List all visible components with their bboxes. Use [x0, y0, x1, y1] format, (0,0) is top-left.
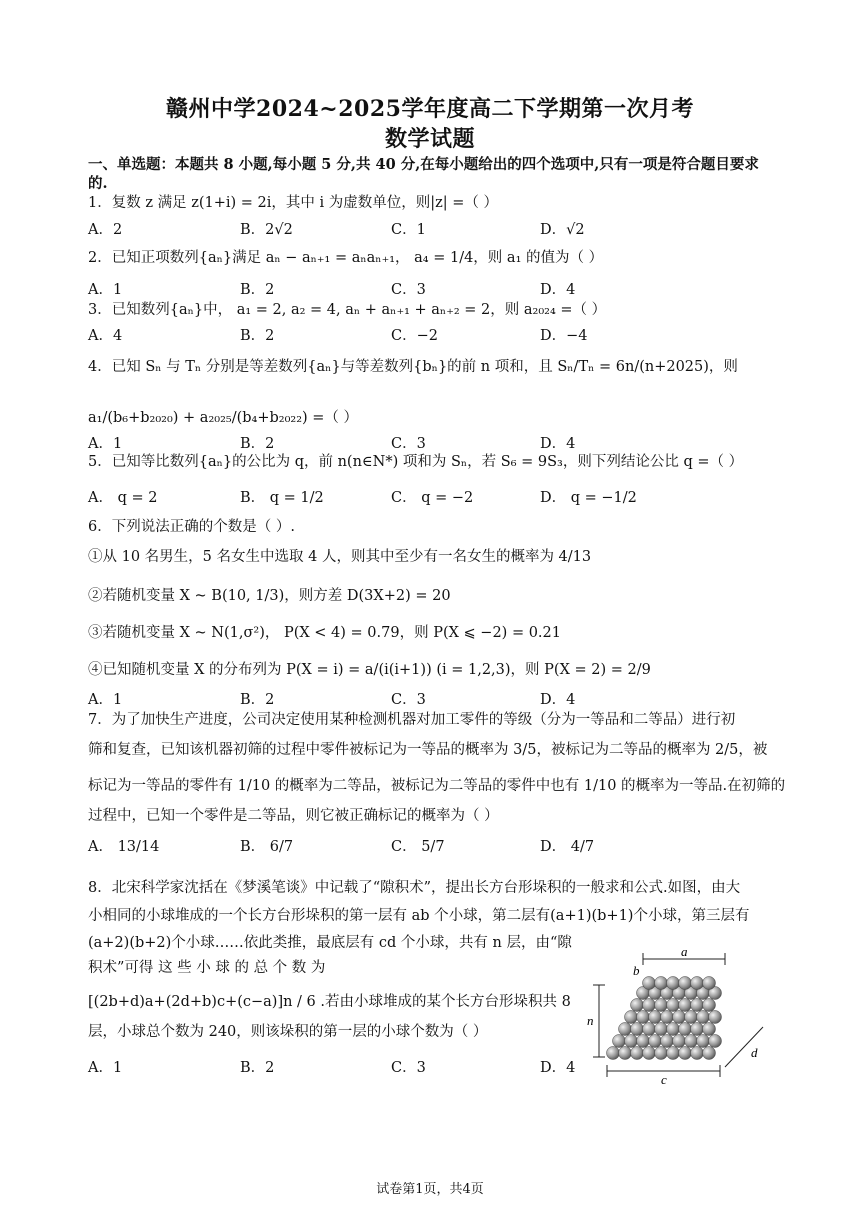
option-d: D． q = −1/2 — [540, 490, 637, 506]
option-a: A．1 — [88, 1060, 123, 1076]
ball — [631, 1047, 644, 1060]
ball — [613, 1035, 626, 1048]
question-7-options — [88, 835, 778, 857]
ball — [679, 999, 692, 1012]
ball — [691, 1047, 704, 1060]
ball — [643, 1047, 656, 1060]
option-d: D． 4/7 — [540, 839, 595, 855]
ball — [679, 1023, 692, 1036]
option-c: C． 5/7 — [391, 839, 445, 855]
question-8-formula: [(2b+d)a+(2d+b)c+(c−a)]n / 6 .若由小球堆成的某个长方台形垛积共 8 — [88, 994, 571, 1010]
label-b: b — [633, 963, 640, 978]
balls — [607, 977, 722, 1060]
option-d: D．4 — [540, 436, 576, 452]
option-d: D．√2 — [540, 222, 585, 238]
question-8-text-4: 积术”可得 这 些 小 球 的 总 个 数 为 — [88, 960, 326, 976]
ball — [619, 1047, 632, 1060]
ball — [709, 1035, 722, 1048]
question-7-text-4: 过程中，已知一个零件是二等品，则它被正确标记的概率为（ ） — [88, 808, 499, 824]
option-a: A．1 — [88, 282, 123, 298]
option-a: A．1 — [88, 436, 123, 452]
ball — [709, 1011, 722, 1024]
option-d: D．4 — [540, 282, 576, 298]
ball — [607, 1047, 620, 1060]
label-n: n — [587, 1013, 594, 1028]
question-7-text-2: 筛和复查，已知该机器初筛的过程中零件被标记为一等品的概率为 3/5，被标记为二等品的概率为 2/5，被 — [88, 742, 768, 758]
option-b: B．2√2 — [240, 222, 293, 238]
question-2-text: 2．已知正项数列{aₙ}满足 aₙ − aₙ₊₁ = aₙaₙ₊₁， a₄ = 1/4，则 a₁ 的值为（ ） — [88, 250, 604, 266]
option-a: A．4 — [88, 328, 123, 344]
question-6-text: 6．下列说法正确的个数是（ ）. — [88, 519, 295, 535]
option-d: D．4 — [540, 692, 576, 708]
ball — [703, 977, 716, 990]
question-4-options — [88, 432, 778, 454]
ball — [625, 1011, 638, 1024]
ball — [637, 1011, 650, 1024]
label-c: c — [661, 1072, 667, 1085]
option-c: C．1 — [391, 222, 426, 238]
question-5-options — [88, 486, 778, 508]
ball-pile-figure — [585, 945, 770, 1085]
ball — [655, 1023, 668, 1036]
question-8-text-3: (a+2)(b+2)个小球……依此类推，最底层有 cd 个小球，共有 n 层，由“隙 — [88, 935, 572, 951]
option-b: B．2 — [240, 282, 275, 298]
ball — [679, 1047, 692, 1060]
question-3-options — [88, 324, 778, 346]
ball — [649, 1011, 662, 1024]
question-2-options — [88, 278, 778, 300]
ball — [625, 1035, 638, 1048]
ball — [691, 977, 704, 990]
question-6-statement-1: ①从 10 名男生，5 名女生中选取 4 人，则其中至少有一名女生的概率为 4/13 — [88, 549, 592, 565]
option-c: C．3 — [391, 436, 426, 452]
ball — [655, 977, 668, 990]
ball — [697, 1011, 710, 1024]
ball — [661, 1035, 674, 1048]
ball — [673, 1035, 686, 1048]
question-1-text: 1．复数 z 满足 z(1+i) = 2i，其中 i 为虚数单位，则|z| =（ ） — [88, 195, 499, 211]
option-a: A． q = 2 — [88, 490, 158, 506]
ball — [631, 1023, 644, 1036]
question-7-text: 7．为了加快生产进度，公司决定使用某种检测机器对加工零件的等级（分为一等品和二等品）进行初 — [88, 712, 736, 728]
question-6-statement-3: ③若随机变量 X ~ N(1,σ²)， P(X < 4) = 0.79，则 P(X ⩽ −2) = 0.21 — [88, 625, 561, 641]
ball — [667, 999, 680, 1012]
option-b: B． q = 1/2 — [240, 490, 324, 506]
ball — [673, 1011, 686, 1024]
question-8-text-2: 小相同的小球堆成的一个长方台形垛积的第一层有 ab 个小球，第二层有(a+1)(b+1)个小球，第三层有 — [88, 908, 750, 924]
option-c: C． q = −2 — [391, 490, 474, 506]
ball — [619, 1023, 632, 1036]
ball — [703, 1023, 716, 1036]
question-6-statement-2: ②若随机变量 X ~ B(10, 1/3)，则方差 D(3X+2) = 20 — [88, 588, 451, 604]
option-a: A．1 — [88, 692, 123, 708]
option-c: C．3 — [391, 692, 426, 708]
ball — [655, 999, 668, 1012]
ball — [667, 1047, 680, 1060]
ball — [685, 1011, 698, 1024]
ball — [643, 977, 656, 990]
ball — [703, 999, 716, 1012]
ball — [631, 999, 644, 1012]
option-c: C．3 — [391, 1060, 426, 1076]
exam-subtitle: 数学试题 — [384, 126, 475, 152]
ball — [667, 1023, 680, 1036]
question-3-text: 3．已知数列{aₙ}中， a₁ = 2, a₂ = 4, aₙ + aₙ₊₁ + aₙ₊₂ = 2，则 a₂₀₂₄ =（ ） — [88, 302, 607, 318]
section-heading: 一、单选题：本题共 8 小题,每小题 5 分,共 40 分,在每小题给出的四个选项中,只有一项是符合题目要求 — [88, 156, 759, 173]
section-heading-cont: 的. — [88, 175, 108, 192]
question-8-text-6: 层，小球总个数为 240，则该垛积的第一层的小球个数为（ ） — [88, 1024, 488, 1040]
ball — [697, 1035, 710, 1048]
question-6-statement-4: ④已知随机变量 X 的分布列为 P(X = i) = a/(i(i+1)) (i = 1,2,3)，则 P(X = 2) = 2/9 — [88, 662, 651, 678]
option-b: B．2 — [240, 692, 275, 708]
ball — [637, 1035, 650, 1048]
ball — [703, 1047, 716, 1060]
ball — [691, 1023, 704, 1036]
ball — [679, 977, 692, 990]
ball — [691, 999, 704, 1012]
question-8-text: 8．北宋科学家沈括在《梦溪笔谈》中记载了“隙积术”，提出长方台形垛积的一般求和公式.如图，由大 — [88, 880, 741, 896]
option-c: C．3 — [391, 282, 426, 298]
option-c: C．−2 — [391, 328, 438, 344]
option-b: B．2 — [240, 328, 275, 344]
ball — [661, 1011, 674, 1024]
question-1-options — [88, 218, 778, 240]
label-d: d — [751, 1045, 758, 1060]
option-b: B． 6/7 — [240, 839, 294, 855]
question-5-text: 5．已知等比数列{aₙ}的公比为 q，前 n(n∈N*) 项和为 Sₙ，若 S₆ = 9S₃，则下列结论公比 q =（ ） — [88, 454, 744, 470]
question-6-options — [88, 688, 778, 710]
question-4-text-cont: a₁/(b₆+b₂₀₂₀) + a₂₀₂₅/(b₄+b₂₀₂₂) =（ ） — [88, 410, 359, 426]
exam-title: 赣州中学2024~2025学年度高二下学期第一次月考 — [166, 96, 694, 122]
option-b: B．2 — [240, 436, 275, 452]
ball — [649, 1035, 662, 1048]
ball — [643, 999, 656, 1012]
ball — [643, 1023, 656, 1036]
option-d: D．4 — [540, 1060, 576, 1076]
ball — [685, 1035, 698, 1048]
question-7-text-3: 标记为一等品的零件有 1/10 的概率为二等品，被标记为二等品的零件中也有 1/10 的概率为一等品.在初筛的 — [88, 778, 786, 794]
ball — [667, 977, 680, 990]
label-a: a — [681, 945, 688, 959]
question-4-text: 4．已知 Sₙ 与 Tₙ 分别是等差数列{aₙ}与等差数列{bₙ}的前 n 项和，且 Sₙ/Tₙ = 6n/(n+2025)，则 — [88, 359, 738, 375]
option-b: B．2 — [240, 1060, 275, 1076]
option-a: A．2 — [88, 222, 123, 238]
option-a: A． 13/14 — [88, 839, 160, 855]
page-footer: 试卷第1页，共4页 — [376, 1182, 484, 1197]
option-d: D．−4 — [540, 328, 588, 344]
ball — [655, 1047, 668, 1060]
